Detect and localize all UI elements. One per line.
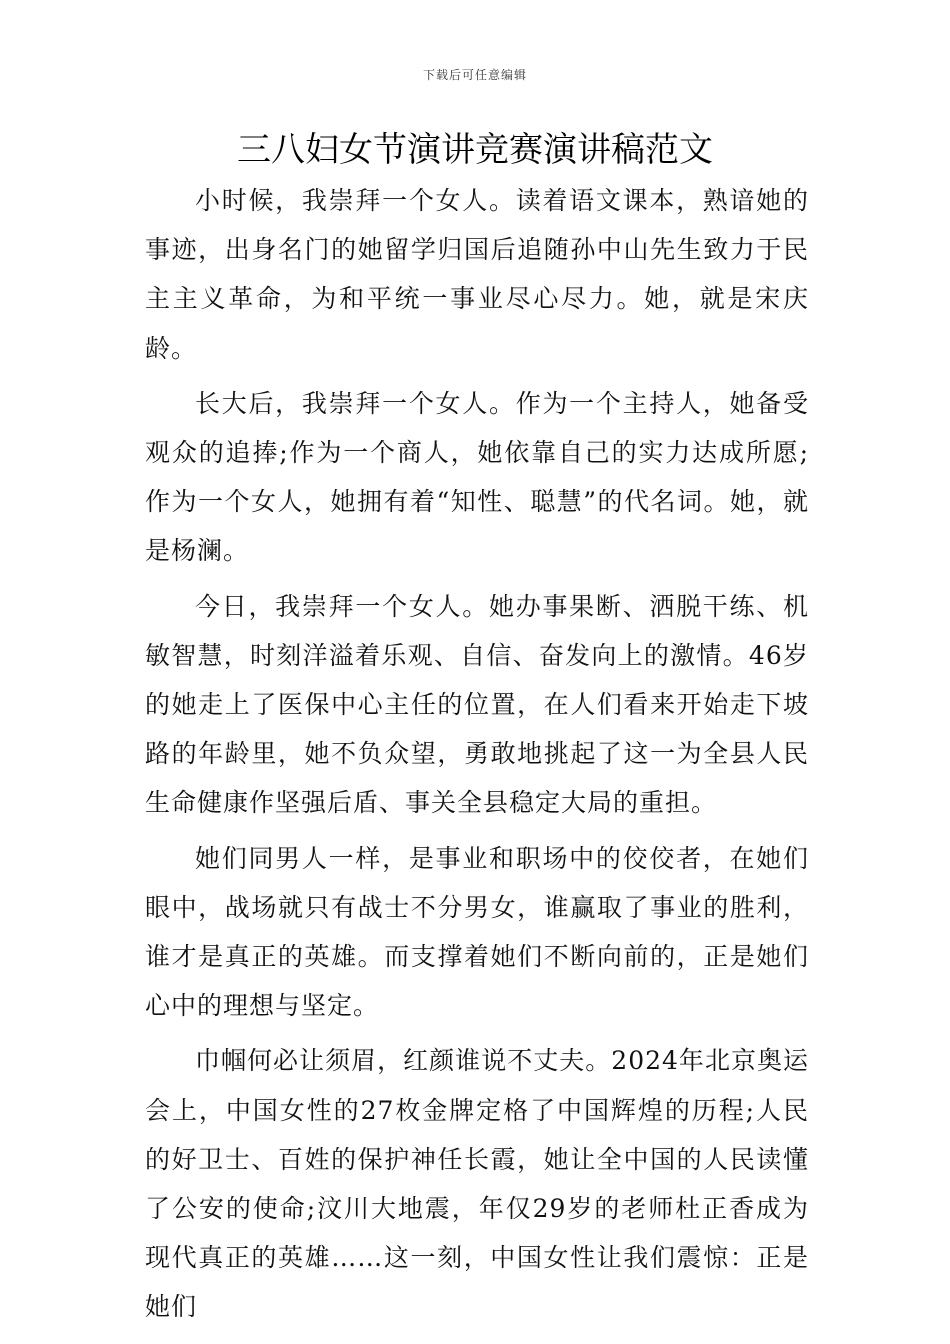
paragraph-2: 长大后，我崇拜一个女人。作为一个主持人，她备受观众的追捧;作为一个商人，她依靠自己的实力达成所愿;作为一个女人，她拥有着“知性、聪慧”的代名词。她，就是杨澜。 bbox=[145, 388, 809, 566]
paragraph-4: 她们同男人一样，是事业和职场中的佼佼者，在她们眼中，战场就只有战士不分男女，谁赢取了事业的胜利，谁才是真正的英雄。而支撑着她们不断向前的，正是她们心中的理想与坚定。 bbox=[145, 843, 809, 1021]
paragraph-5: 巾帼何必让须眉，红颜谁说不丈夫。2024年北京奥运会上，中国女性的27枚金牌定格了中国辉煌的历程;人民的好卫士、百姓的保护神任长霞，她让全中国的人民读懂了公安的使命;汶川大地震，年仅29岁的老师杜正香成为现代真正的英雄……这一刻，中国女性让我们震惊：正是她们 bbox=[145, 1046, 809, 1322]
header-note: 下载后可任意编辑 bbox=[422, 68, 527, 82]
paragraph-3: 今日，我崇拜一个女人。她办事果断、洒脱干练、机敏智慧，时刻洋溢着乐观、自信、奋发向上的激情。46岁的她走上了医保中心主任的位置，在人们看来开始走下坡路的年龄里，她不负众望，勇敢地挑起了这一为全县人民生命健康作坚强后盾、事关全县稳定大局的重担。 bbox=[145, 591, 809, 818]
document-title: 三八妇女节演讲竞赛演讲稿范文 bbox=[237, 130, 713, 170]
paragraph-1: 小时候，我崇拜一个女人。读着语文课本，熟谙她的事迹，出身名门的她留学归国后追随孙中山先生致力于民主主义革命，为和平统一事业尽心尽力。她，就是宋庆龄。 bbox=[145, 186, 809, 363]
document-body bbox=[145, 176, 809, 1338]
